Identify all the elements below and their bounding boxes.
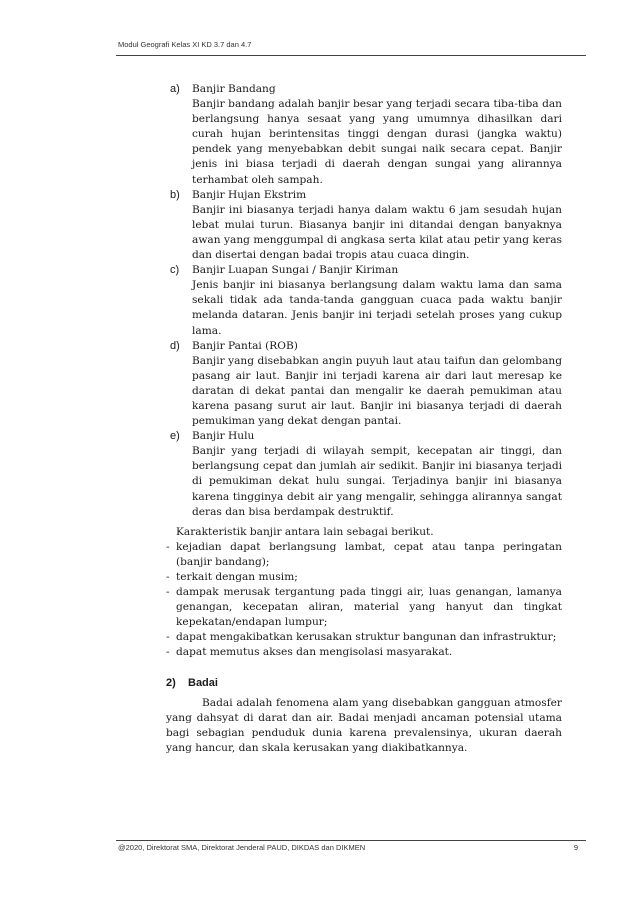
item-marker: c) (170, 264, 180, 277)
page-header: Modul Geografi Kelas XI KD 3.7 dan 4.7 (118, 40, 252, 49)
list-item-text: terkait dengan musim; (176, 571, 298, 583)
item-marker: e) (170, 430, 180, 443)
flood-type-item (166, 82, 562, 188)
section-paragraph: Badai adalah fenomena alam yang disebabkan gangguan atmosfer yang dahsyat di darat dan air. Badai menjadi ancaman potensial utama bagi sebagian penduduk dunia karena prevalensinya, ukuran daerah yang hancur, dan skala kerusakan yang diakibatkannya. (166, 696, 562, 754)
section-number: 2) (166, 676, 176, 689)
list-item: - dampak merusak tergantung pada tinggi air, luas genangan, lamanya genangan, kecepatan aliran, material yang hanyut dan tingkat kepekatan/endapan lumpur; (166, 586, 562, 629)
item-marker: d) (170, 339, 180, 352)
flood-type-item (166, 339, 562, 430)
list-item: - dapat mengakibatkan kerusakan struktur bangunan dan infrastruktur; (166, 631, 557, 644)
item-description: Jenis banjir ini biasanya berlangsung dalam waktu lama dan sama sekali tidak ada tanda-tanda gangguan cuaca pada waktu banjir melanda dataran. Jenis banjir ini terjadi setelah proses yang cukup lama. (192, 279, 562, 337)
item-marker: b) (170, 188, 180, 201)
list-item-text: kejadian dapat berlangsung lambat, cepat atau tanpa peringatan (banjir bandang); (176, 540, 562, 568)
header-rule (116, 55, 586, 56)
item-title: Banjir Luapan Sungai / Banjir Kiriman (192, 264, 399, 277)
page-footer: @2020, Direktorat SMA, Direktorat Jenderal PAUD, DIKDAS dan DIKMEN (118, 843, 366, 852)
section-heading (166, 676, 562, 691)
footer-rule (116, 840, 586, 841)
flood-type-item (166, 263, 562, 338)
characteristics-list (166, 540, 562, 661)
main-content (166, 82, 562, 756)
item-title: Banjir Bandang (192, 83, 276, 95)
item-title: Banjir Hujan Ekstrim (192, 188, 307, 201)
flood-type-item (166, 188, 562, 263)
page-number: 9 (573, 843, 578, 852)
item-description: Banjir ini biasanya terjadi hanya dalam waktu 6 jam sesudah hujan lebat mulai turun. Biasanya banjir ini ditandai dengan banyaknya awan yang menggumpal di angkasa serta kilat atau petir yang keras dan disertai dengan badai tropis atau cuaca dingin. (192, 203, 562, 262)
list-item: - dapat memutus akses dan mengisolasi masyarakat. (166, 646, 453, 659)
item-marker: a) (170, 83, 180, 95)
list-item: - terkait dengan musim; (166, 571, 298, 583)
item-title: Banjir Pantai (ROB) (192, 339, 298, 352)
item-description: Banjir yang disebabkan angin puyuh laut atau taifun dan gelombang pasang air laut. Banjir ini terjadi karena air dari laut meresap ke daratan di dekat pantai dan mengalir ke daerah pemukiman atau karena pasang surut air laut. Banjir ini biasanya terjadi di daerah pemukiman yang dekat dengan pantai. (192, 354, 562, 428)
list-item-text: dapat memutus akses dan mengisolasi masyarakat. (176, 646, 453, 659)
flood-type-item (166, 429, 562, 520)
item-description: Banjir bandang adalah banjir besar yang terjadi secara tiba-tiba dan berlangsung hanya sesaat yang yang umumnya dihasilkan dari curah hujan berintensitas tinggi dengan durasi (jangka waktu) pendek yang menyebabkan debit sungai naik secara cepat. Banjir jenis ini biasa terjadi di daerah dengan sungai yang alirannya terhambat oleh sampah. (192, 98, 562, 186)
item-description: Banjir yang terjadi di wilayah sempit, kecepatan air tinggi, dan berlangsung cepat dan jumlah air sedikit. Banjir ini biasanya terjadi di pemukiman dekat hulu sungai. Terjadinya banjir ini biasanya karena tingginya debit air yang mengalir, sehingga alirannya sangat deras dan bisa berdampak destruktif. (192, 445, 562, 518)
item-title: Banjir Hulu (192, 430, 255, 443)
section-title: Badai (188, 676, 218, 689)
list-item: - kejadian dapat berlangsung lambat, cepat atau tanpa peringatan (banjir bandang); (166, 540, 562, 568)
list-item-text: dapat mengakibatkan kerusakan struktur bangunan dan infrastruktur; (176, 631, 557, 644)
list-item-text: dampak merusak tergantung pada tinggi air, luas genangan, lamanya genangan, kecepatan aliran, material yang hanyut dan tingkat kepekatan/endapan lumpur; (176, 586, 562, 629)
characteristics-intro: Karakteristik banjir antara lain sebagai berikut. (176, 525, 434, 538)
